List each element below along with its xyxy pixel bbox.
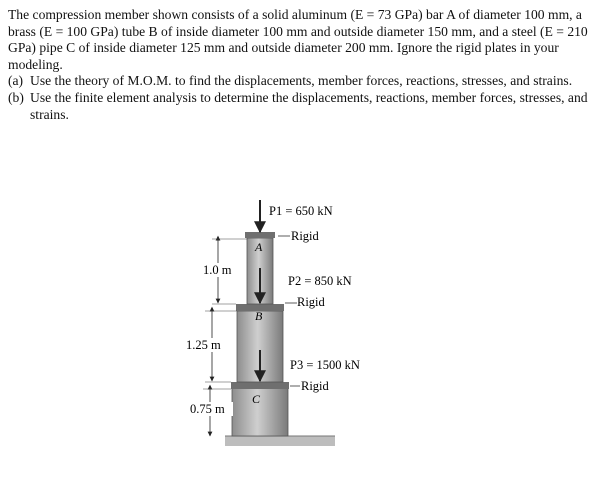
label-a: A xyxy=(255,240,263,254)
part-a-label: (a) xyxy=(8,73,24,89)
label-rigid3: Rigid xyxy=(301,379,329,393)
dim1-label: 1.0 m xyxy=(203,263,232,277)
problem-intro: The compression member shown consists of a solid aluminum (E = 73 GPa) bar A of diameter 100 mm, a brass (E = 100 GPa) tube B of inside diameter 100 mm and outside diameter 150 mm, and a steel (E = 210 GPa) pipe C of inside diameter 125 mm and outside diameter 200 mm. Ignore the rigid plates in your modeling. xyxy=(8,7,588,72)
part-b-label: (b) xyxy=(8,89,24,105)
top-cap xyxy=(245,232,275,238)
label-p2: P2 = 850 kN xyxy=(288,274,352,288)
ground-base xyxy=(225,436,335,446)
label-p1: P1 = 650 kN xyxy=(269,204,333,218)
dim2-label: 1.25 m xyxy=(186,338,221,352)
label-rigid1: Rigid xyxy=(291,229,319,243)
part-b-text: Use the finite element analysis to determine the displacements, reactions, member forces, stresses, and strains. xyxy=(30,89,588,122)
rigid-plate-2 xyxy=(231,382,289,389)
label-p3: P3 = 1500 kN xyxy=(290,358,360,372)
label-c: C xyxy=(252,392,261,406)
dim3-label: 0.75 m xyxy=(190,402,225,416)
label-b: B xyxy=(255,309,263,323)
label-rigid2: Rigid xyxy=(297,295,325,309)
part-a-text: Use the theory of M.O.M. to find the displacements, member forces, reactions, stresses, and strains. xyxy=(30,73,573,89)
